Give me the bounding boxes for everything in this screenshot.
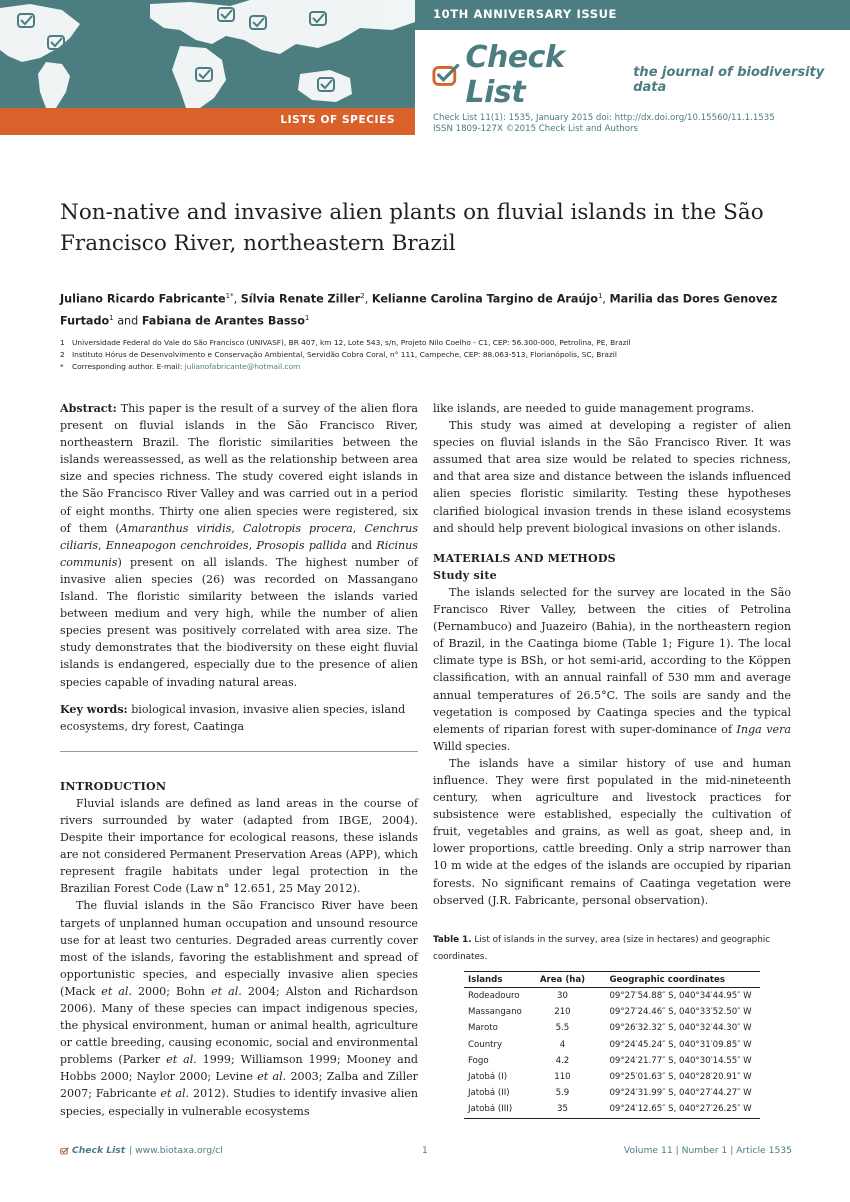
intro-paragraph: Fluvial islands are defined as land areas in the course of rivers surrounded by water (adapted from IBGE, 2004). Despite their importance for ecological reasons, these islands are not considered Permanent Preservation Areas (APP), which represent fragile habitats under legal protection in the Brazilian Forest Code (Law n° 12.651, 25 May 2012). <box>60 796 418 896</box>
affiliation-item <box>60 337 800 349</box>
history-paragraph: The islands have a similar history of use and human influence. They were first populated in the mid-nineteenth century, when agriculture and livestock practices for subsistence were established, especially the cultivation of fruit, vegetables and grains, as well as goat, sheep and, in lower proportions, cattle breeding. Only a strip narrower than 10 m wide at the edges of the islands are occupied by riparian forests. No significant remains of Caatinga vegetation were observed (J.R. Fabricante, personal observation). <box>433 756 791 907</box>
table-row <box>464 1085 760 1101</box>
species-name: Inga vera <box>736 722 791 736</box>
affiliation-text: Instituto Hórus de Desenvolvimento e Conservação Ambiental, Servidão Cobra Coral, n° 111, Campeche, CEP: 88.063-513, Florianópolis, SC, Brazil <box>72 350 617 359</box>
page-number: 1 <box>422 1145 428 1156</box>
checkbox-icon <box>432 62 460 88</box>
island-area: 5.9 <box>555 1088 570 1099</box>
author-name: Marilia das Dores Genovez Furtado <box>60 292 778 328</box>
corresponding-mark: * <box>60 362 64 371</box>
affiliation-number: 2 <box>60 350 65 359</box>
left-column <box>60 400 418 1120</box>
island-area: 4.2 <box>555 1055 570 1066</box>
island-name: Country <box>468 1039 503 1050</box>
table-row <box>464 988 760 1005</box>
corresponding-author <box>60 361 800 373</box>
island-coordinates: 09°26′32.32″ S, 040°32′44.30″ W <box>609 1023 752 1034</box>
author-separator: , <box>364 292 372 306</box>
volume-info: Volume 11 | Number 1 | Article 1535 <box>623 1145 792 1156</box>
abstract-text: , <box>231 521 243 535</box>
island-coordinates: 09°27′54.88″ S, 040°34′44.95″ W <box>609 991 752 1001</box>
section-divider <box>60 751 418 752</box>
intro-text: 2000; Bohn <box>131 984 212 998</box>
table-header-row <box>464 972 760 988</box>
intro-text: 2003; Zalba and Ziller 2007; Fabricante <box>60 1070 418 1101</box>
table-row <box>464 1101 760 1118</box>
column-header: Islands <box>464 972 527 988</box>
page-footer <box>60 1145 792 1159</box>
table-row <box>464 1037 760 1053</box>
intro-paragraph <box>60 897 418 1119</box>
species-name: Enneapogon cenchroides <box>105 538 249 552</box>
citation-doi[interactable]: Check List 11(1): 1535, January 2015 doi: http://dx.doi.org/10.15560/11.1.1535 <box>433 113 775 123</box>
world-map-icon <box>0 0 415 108</box>
et-al: et al. <box>160 1087 190 1101</box>
et-al: et al. <box>211 984 242 998</box>
checkbox-icon <box>60 1147 69 1155</box>
island-coordinates: 09°24′12.65″ S, 040°27′26.25″ W <box>597 1101 760 1118</box>
intro-heading: INTRODUCTION <box>60 779 167 793</box>
species-name: Calotropis procera <box>242 521 353 535</box>
right-column <box>433 400 791 909</box>
author-name: Kelianne Carolina Targino de Araújo <box>371 292 598 306</box>
keywords-text: biological invasion, invasive alien species, island ecosystems, dry forest, Caatinga <box>60 702 406 733</box>
author-name: Sílvia Renate Ziller <box>240 292 361 306</box>
world-map-banner <box>0 0 415 108</box>
island-coordinates: 09°24′21.77″ S, 040°30′14.55″ W <box>609 1055 752 1066</box>
author-list <box>60 287 800 330</box>
author-affil: 1 <box>109 313 114 322</box>
citation-issn: ISSN 1809-127X ©2015 Check List and Authors <box>433 124 639 134</box>
journal-name: Check List <box>465 40 565 110</box>
island-coordinates: 09°24′45.24″ S, 040°31′09.85″ W <box>609 1039 752 1050</box>
affiliations <box>60 337 800 373</box>
author-email-link[interactable]: julianofabricante@hotmail.com <box>184 362 301 371</box>
footer-url-link[interactable]: | www.biotaxa.org/cl <box>129 1145 223 1156</box>
study-site-text: Willd species. <box>433 739 511 753</box>
et-al: et al. <box>101 984 132 998</box>
article-title: Non-native and invasive alien plants on fluvial islands in the São Francisco River, northeastern Brazil <box>60 200 764 256</box>
island-area: 110 <box>554 1072 571 1083</box>
abstract-text: , <box>98 538 106 552</box>
abstract-text: ) present on all islands. The highest number of invasive alien species (26) was recorded on Massangano Island. The floristic similarity between the islands varied between medium and very high, while the number of alien species present was positively correlated with area size. The study demonstrates that the biodiversity on these eight fluvial islands is endangered, especially due to the presence of alien species capable of invading natural areas. <box>60 555 418 689</box>
table-row <box>464 1004 760 1020</box>
author-separator: and <box>113 314 142 328</box>
table-row <box>464 1020 760 1036</box>
et-al: et al. <box>257 1070 287 1084</box>
intro-text: 2012). Studies to identify invasive alien species, especially in vulnerable ecosystems <box>60 1087 418 1118</box>
abstract-text: This paper is the result of a survey of the alien flora present on fluvial islands in the São Francisco River, northeastern Brazil. The floristic similarities between the islands wereassessed, as well as the relationship between area size and species richness. The study covered eight islands in the São Francisco River Valley and was carried out in a period of eight months. Thirty one alien species were registered, six of them ( <box>60 402 418 535</box>
island-area: 210 <box>554 1007 571 1018</box>
keywords-label: Key words: <box>60 702 128 716</box>
island-area: 5.5 <box>555 1023 570 1034</box>
study-site-text: The islands selected for the survey are located in the São Francisco River Valley, between the cities of Petrolina (Pernambuco) and Juazeiro (Bahia), in the northeastern region of Brazil, in the Caatinga biome (Table 1; Figure 1). The local climate type is BSh, or hot semi-arid, according to the Köppen classification, with an annual rainfall of 530 mm and average annual temperatures of 26.5°C. The soils are sandy and the vegetation is composed by Caatinga species and the typical elements of riparian forest with super-dominance of <box>433 585 791 736</box>
abstract-label: Abstract: <box>60 402 117 415</box>
journal-header <box>0 0 850 135</box>
island-name: Massangano <box>468 1007 522 1018</box>
affiliation-number: 1 <box>60 338 65 347</box>
intro-continuation: like islands, are needed to guide management programs. <box>433 402 755 415</box>
island-name: Jatobá (III) <box>464 1101 527 1118</box>
affiliation-text: Universidade Federal do Vale do São Francisco (UNIVASF), BR 407, km 12, Lote 543, s/n, Projeto Nilo Coelho - C1, CEP: 56.300-000, Petrolina, PE, Brazil <box>72 338 631 347</box>
aim-paragraph: This study was aimed at developing a register of alien species on fluvial islands in the São Francisco River. It was assumed that area size would be related to species richness, and that area size and distance between the islands influenced alien species floristic similarity. Testing these hypotheses clarified biological invasion trends in these island ecosystems and should help prevent biological invasions on other islands. <box>433 419 791 535</box>
table-row <box>464 1069 760 1085</box>
island-name: Jatobá (I) <box>468 1072 508 1083</box>
et-al: et al. <box>166 1053 197 1067</box>
table-caption-label: Table 1. <box>433 935 472 945</box>
table-caption-text: List of islands in the survey, area (size in hectares) and geographic coordinates. <box>433 935 771 962</box>
anniversary-label: 10TH ANNIVERSARY ISSUE <box>433 7 617 21</box>
intro-text: 1999; Williamson 1999; Mooney and Hobbs 2000; Naylor 2000; Levine <box>60 1053 418 1084</box>
keywords <box>60 701 418 735</box>
footer-brand <box>60 1145 223 1156</box>
corresponding-text: Corresponding author. E-mail: <box>72 362 185 371</box>
table-row <box>464 1053 760 1069</box>
study-site-heading: Study site <box>433 568 497 582</box>
island-coordinates: 09°25′01.63″ S, 040°28′20.91″ W <box>609 1072 752 1083</box>
column-header: Area (ha) <box>527 972 597 988</box>
island-name: Fogo <box>468 1055 489 1066</box>
author-separator: , <box>233 292 241 306</box>
author-name: Fabiana de Arantes Basso <box>141 314 305 328</box>
island-area: 35 <box>527 1101 597 1118</box>
abstract <box>60 400 418 691</box>
journal-brand[interactable] <box>432 40 850 110</box>
species-name: Amaranthus viridis <box>119 521 232 535</box>
island-name: Rodeadouro <box>468 991 520 1001</box>
abstract-text: and <box>346 538 377 552</box>
intro-text: 2004; Alston and Richardson 2006). Many of these species can impact indigenous species, the physical environment, human or animal health, agriculture or cattle breeding, causing economic, social and environmental problems (Parker <box>60 984 418 1067</box>
islands-table <box>464 971 760 1119</box>
section-band <box>0 108 415 135</box>
island-name: Jatobá (II) <box>468 1088 510 1099</box>
journal-tagline: the journal of biodiversity data <box>633 65 825 95</box>
affiliation-item <box>60 349 800 361</box>
island-name: Maroto <box>468 1023 498 1034</box>
species-name: Prosopis pallida <box>256 538 347 552</box>
methods-heading: MATERIALS AND METHODS <box>433 551 616 565</box>
abstract-text: , <box>352 521 365 535</box>
island-coordinates: 09°27′24.46″ S, 040°33′52.50″ W <box>609 1007 752 1018</box>
author-affil: 1 <box>597 292 603 300</box>
author-affil: 2 <box>360 292 365 300</box>
section-label: LISTS OF SPECIES <box>280 114 395 126</box>
species-name: Ricinus communis <box>60 538 418 569</box>
author-affil: 1 <box>304 313 310 322</box>
species-name: Cenchrus ciliaris <box>60 521 419 552</box>
intro-text: The fluvial islands in the São Francisco River have been targets of unplanned human occupation and unsound resource use for at least two centuries. Degraded areas currently cover most of the islands, favoring the establishment and spread of opportunistic species, and especially invasive alien species (Mack <box>60 899 418 998</box>
column-header: Geographic coordinates <box>597 972 760 988</box>
study-site-paragraph <box>433 584 791 755</box>
island-area: 30 <box>556 991 568 1001</box>
author-separator: , <box>602 292 610 306</box>
table-caption <box>433 932 793 966</box>
island-area: 4 <box>559 1039 566 1050</box>
island-coordinates: 09°24′31.99″ S, 040°27′44.27″ W <box>609 1088 752 1099</box>
citation-block <box>433 113 775 135</box>
author-affil: 1* <box>225 292 234 300</box>
abstract-text: , <box>248 538 257 552</box>
author-name: Juliano Ricardo Fabricante <box>60 292 226 306</box>
footer-logo: Check List <box>72 1145 126 1156</box>
